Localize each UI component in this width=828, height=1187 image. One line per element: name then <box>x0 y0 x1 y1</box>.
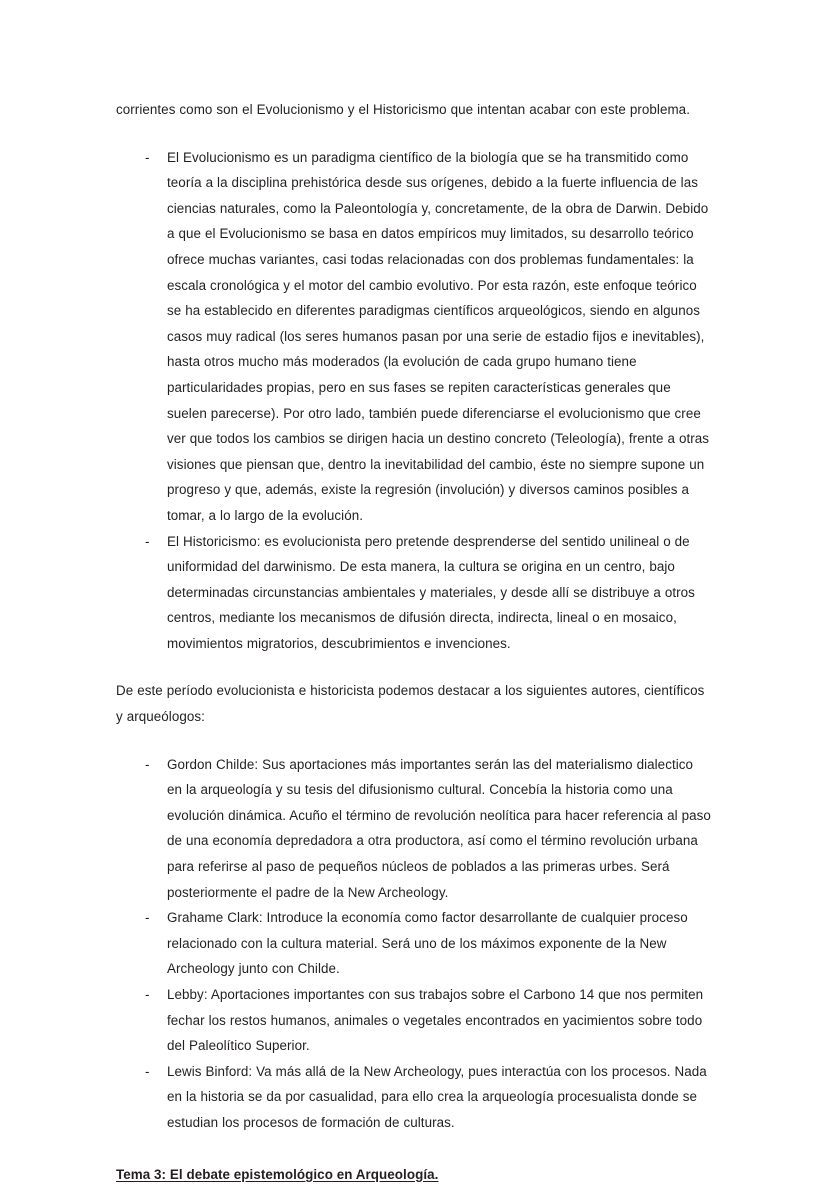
list-item-text: Grahame Clark: Introduce la economía como factor desarrollante de cualquier proceso relacionado con la cultura material. Será uno de los máximos exponente de la New Archeology junto con Childe. <box>167 910 688 977</box>
dash-bullet-icon: - <box>145 533 150 549</box>
list-item-text: Gordon Childe: Sus aportaciones más importantes serán las del materialismo dialectico en la arqueología y su tesis del difusionismo cultural. Concebía la historia como una evolución dinámica. Acuño el término de revolución neolítica para hacer referencia al paso de una economía depredadora a otra productora, así como el término revolución urbana para referirse al paso de pequeños núcleos de poblados a las primeras urbes. Será posteriormente el padre de la New Archeology. <box>167 756 711 900</box>
spacer-after-bridge <box>116 730 712 752</box>
list-item-text: Lebby: Aportaciones importantes con sus trabajos sobre el Carbono 14 que nos permiten fechar los restos humanos, animales o vegetales encontrados en yacimientos sobre todo del Paleolítico Superior. <box>167 987 704 1054</box>
dash-bullet-icon: - <box>145 910 150 926</box>
list-item-text: El Historicismo: es evolucionista pero pretende desprenderse del sentido unilineal o de uniformidad del darwinismo. De esta manera, la cultura se origina en un centro, bajo determinadas circunstancias ambientales y materiales, y desde allí se distribuye a otros centros, mediante los mecanismos de difusión directa, indirecta, lineal o en mosaico, movimientos migratorios, descubrimientos e invenciones. <box>167 533 695 651</box>
paradigms-list <box>116 145 712 657</box>
dash-bullet-icon: - <box>145 756 150 772</box>
list-item <box>116 982 712 1059</box>
intro-paragraph: corrientes como son el Evolucionismo y el Historicismo que intentan acabar con este problema. <box>116 102 690 117</box>
dash-bullet-icon: - <box>145 149 150 165</box>
spacer-after-list-one <box>116 656 712 678</box>
list-item-text: Lewis Binford: Va más allá de la New Archeology, pues interactúa con los procesos. Nada en la historia se da por casualidad, para ello crea la arqueología procesualista donde se estudian los procesos de formación de culturas. <box>167 1063 707 1130</box>
spacer-before-heading <box>116 1136 712 1162</box>
list-item-text: El Evolucionismo es un paradigma científico de la biología que se ha transmitido como teoría a la disciplina prehistórica desde sus orígenes, debido a la fuerte influencia de las ciencias naturales, como la Paleontología y, concretamente, de la obra de Darwin. Debido a que el Evolucionismo se basa en datos empíricos muy limitados, su desarrollo teórico ofrece muchas variantes, casi todas relacionadas con dos problemas fundamentales: la escala cronológica y el motor del cambio evolutivo. Por esta razón, este enfoque teórico se ha establecido en diferentes paradigmas científicos arqueológicos, siendo en algunos casos muy radical (los seres humanos pasan por una serie de estadio fijos e inevitables), hasta otros mucho más moderados (la evolución de cada grupo humano tiene particularidades propias, pero en sus fases se repiten características generales que suelen parecerse). Por otro lado, también puede diferenciarse el evolucionismo que cree ver que todos los cambios se dirigen hacia un destino concreto (Teleología), frente a otras visiones que piensan que, dentro la inevitabilidad del cambio, éste no siempre supone un progreso y que, además, existe la regresión (involución) y diversos caminos posibles a tomar, a lo largo de la evolución. <box>167 149 710 523</box>
section-heading-wrapper <box>116 1162 712 1187</box>
section-heading: Tema 3: El debate epistemológico en Arqueología. <box>116 1166 439 1182</box>
list-item <box>116 145 712 529</box>
document-body <box>116 97 712 1187</box>
dash-bullet-icon: - <box>145 987 150 1002</box>
list-item <box>116 1059 712 1136</box>
bridge-paragraph: De este período evolucionista e historicista podemos destacar a los siguientes autores, científicos y arqueólogos: <box>116 683 705 725</box>
list-item <box>116 752 712 906</box>
list-item <box>116 905 712 982</box>
spacer-after-intro <box>116 123 712 145</box>
list-item <box>116 529 712 657</box>
dash-bullet-icon: - <box>145 1063 150 1079</box>
authors-list <box>116 752 712 1136</box>
